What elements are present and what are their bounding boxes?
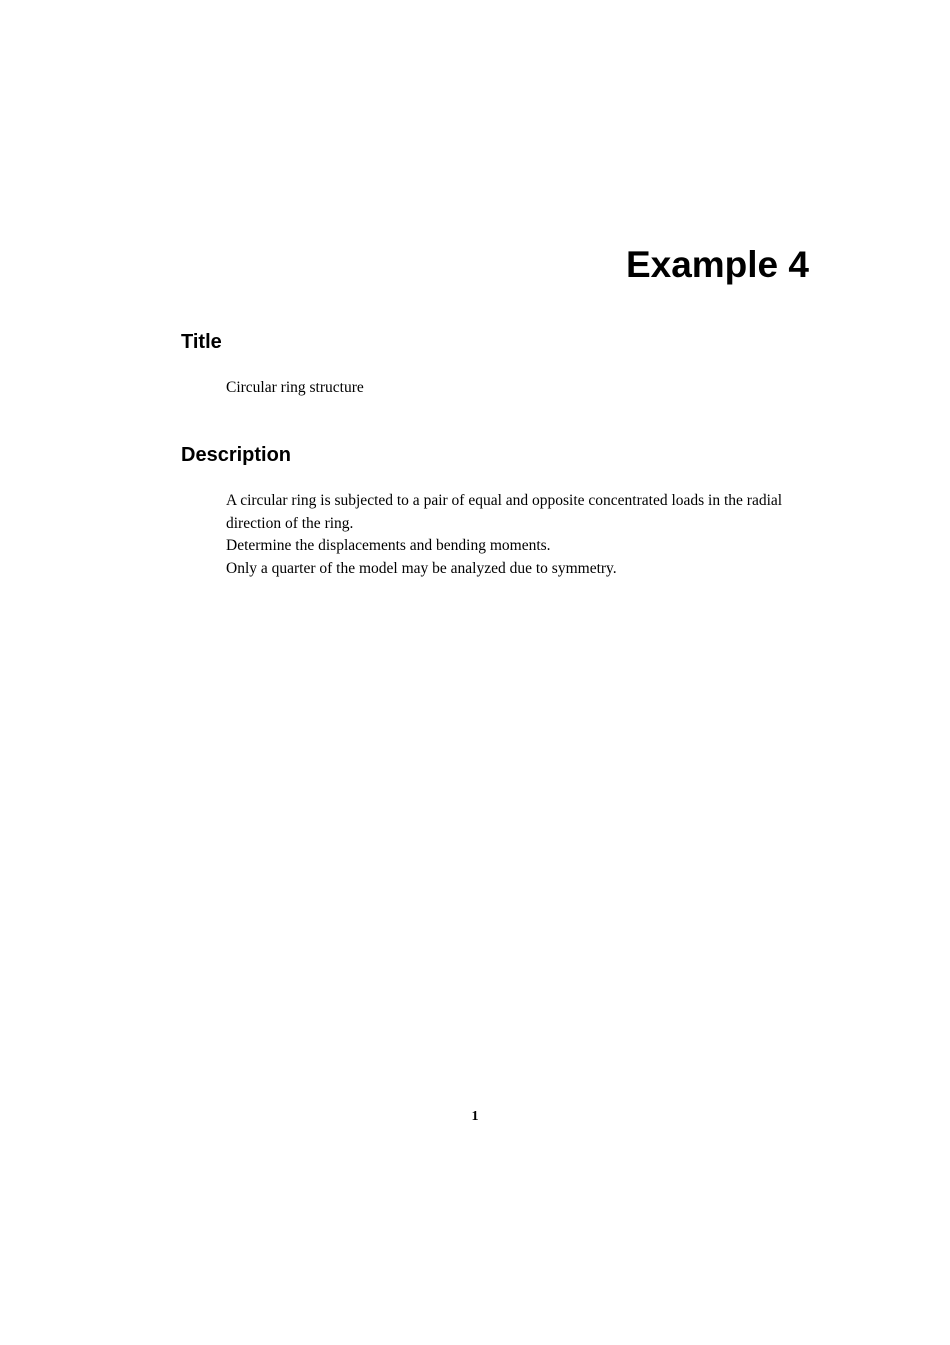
description-line: Only a quarter of the model may be analyzed due to symmetry. [226,559,617,577]
description-line: Determine the displacements and bending moments. [226,537,551,554]
section-heading-description: Description [181,444,292,466]
description-line: A circular ring is subjected to a pair of equal and opposite concentrated loads in the radial direction of the ring. [226,492,783,532]
chapter-title: Example 4 [625,244,809,285]
section-heading-title: Title [181,331,222,353]
page-number: 1 [471,1109,479,1124]
description-text [226,490,786,580]
title-text: Circular ring structure [226,379,364,396]
